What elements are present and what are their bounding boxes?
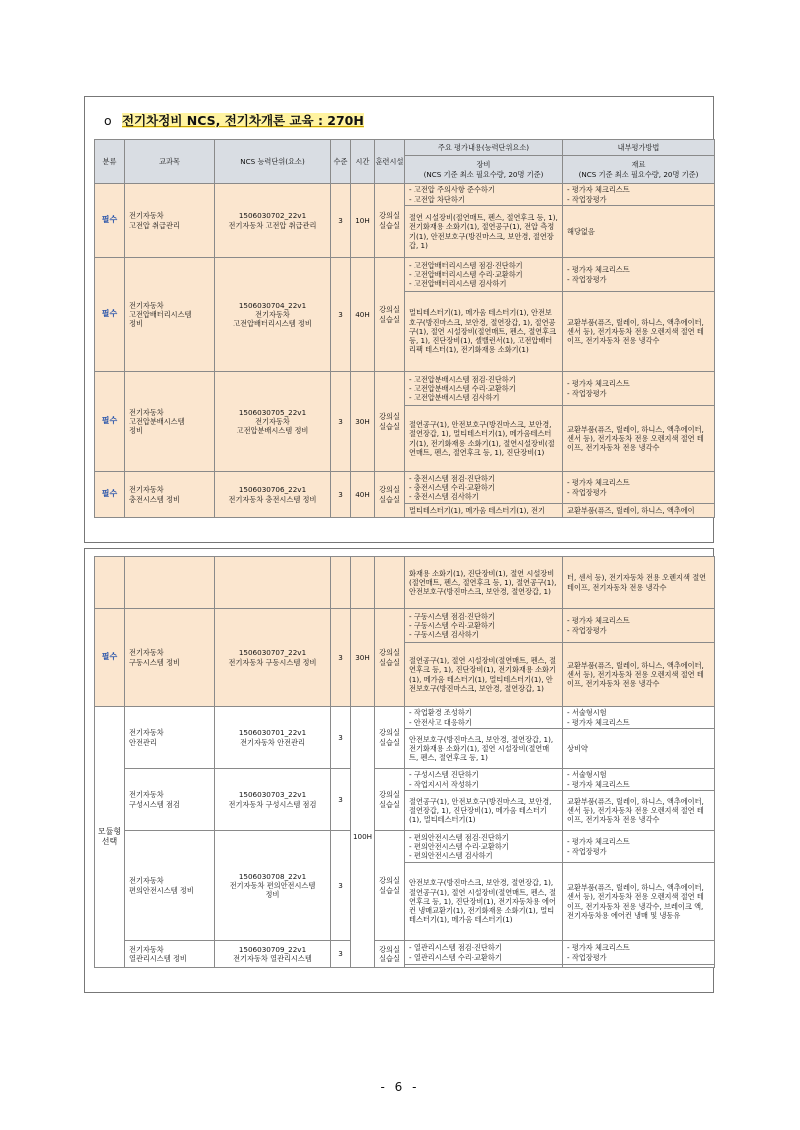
- row-level: [331, 557, 351, 609]
- section-heading: [104, 111, 364, 129]
- header-equipment-note: (NCS 기준 최소 필요수량, 20명 기준): [423, 169, 544, 179]
- row-subject: 전기자동차 충전시스템 정비: [125, 472, 215, 518]
- row-facility: 강의실 실습실: [375, 941, 405, 968]
- row-eval: [563, 372, 715, 406]
- header-level: 수준: [331, 140, 351, 184]
- element-item: - 편의안전시스템 검사하기: [409, 851, 493, 861]
- eval-item: - 평가자 체크리스트: [567, 616, 630, 626]
- eval-item: - 작업장평가: [567, 194, 607, 204]
- header-equipment: [405, 156, 563, 184]
- row-eval: [563, 769, 715, 791]
- header-equipment-label: 장비: [476, 160, 491, 170]
- row-facility: 강의실 실습실: [375, 707, 405, 769]
- eval-item: - 서술형시험: [567, 708, 607, 718]
- row-material: 터, 센서 등), 전기자동차 전용 오렌지색 절연 테이프, 전기자동차 전용 냉각수: [563, 557, 715, 609]
- element-item: - 충전시스템 점검·진단하기: [409, 473, 495, 483]
- element-item: - 충전시스템 검사하기: [409, 492, 479, 502]
- module-category: 모듈형 선택: [95, 707, 125, 968]
- table-row: [95, 831, 715, 863]
- row-hours: 40H: [351, 258, 375, 372]
- row-material: 교환부품(퓨즈, 릴레이, 하니스, 액추에이터, 센서 등), 전기자동차 전용 오렌지색 절연 테이프, 전기자동차 전용 냉각수: [563, 791, 715, 831]
- row-category: [95, 557, 125, 609]
- eval-item: - 작업장평가: [567, 388, 607, 398]
- row-unit: 1506030706_22v1 전기자동차 충전시스템 정비: [215, 472, 331, 518]
- row-equipment: 절연 시설장비(절연매트, 펜스, 절연후크 등, 1), 전기화재용 소화기(1), 절연공구(1), 전압 측정기(1), 안전보호구(방진마스크, 보안경, 절연장갑, 1): [405, 206, 563, 258]
- heading-title: 전기차정비 NCS, 전기차개론 교육 : 270H: [122, 113, 364, 128]
- element-item: - 고전압분배시스템 수리·교환하기: [409, 383, 516, 393]
- row-eval: [563, 831, 715, 863]
- element-item: - 고전압분배시스템 검사하기: [409, 393, 500, 403]
- row-unit: 1506030709_22v1 전기자동차 열관리시스템: [215, 941, 331, 968]
- eval-item: - 평가자 체크리스트: [567, 943, 630, 953]
- row-eval: [563, 609, 715, 643]
- row-subject: 전기자동차 안전관리: [125, 707, 215, 769]
- row-category: 필수: [95, 184, 125, 258]
- eval-item: - 작업장평가: [567, 487, 607, 497]
- row-elements: [405, 184, 563, 206]
- eval-item: - 평가자 체크리스트: [567, 837, 630, 847]
- row-equipment: 화재용 소화기(1), 진단장비(1), 절연 시설장비(절연매트, 펜스, 절연후크 등, 1), 절연공구(1), 안전보호구(방진마스크, 보안경, 절연장갑, 1): [405, 557, 563, 609]
- row-eval: [563, 184, 715, 206]
- element-item: - 고전압 주의사항 준수하기: [409, 185, 495, 195]
- heading-bullet: o: [104, 113, 112, 128]
- eval-item: - 평가자 체크리스트: [567, 265, 630, 275]
- row-unit: 1506030702_22v1 전기자동차 고전압 취급관리: [215, 184, 331, 258]
- eval-item: - 작업장평가: [567, 625, 607, 635]
- row-eval: [563, 258, 715, 292]
- row-facility: 강의실 실습실: [375, 472, 405, 518]
- row-material: 교환부품(퓨즈, 릴레이, 하니스, 액추에이터, 센서 등), 전기자동차 전용 오렌지색 절연 테이프, 전기자동차 전용 냉각수: [563, 292, 715, 372]
- header-unit: NCS 능력단위(요소): [215, 140, 331, 184]
- module-hours: 100H: [351, 707, 375, 968]
- row-elements: [405, 769, 563, 791]
- row-level: 3: [331, 707, 351, 769]
- curriculum-table-upper: [94, 139, 715, 518]
- row-elements: [405, 831, 563, 863]
- row-facility: 강의실 실습실: [375, 184, 405, 258]
- row-subject: 전기자동차 편의안전시스템 정비: [125, 831, 215, 941]
- row-material: 교환부품(퓨즈, 릴레이, 하니스, 액추에이터, 센서 등), 전기자동차 전용 오렌지색 절연 테이프, 전기자동차 전용 냉각수, 브레이크 액, 전기자동차용 에어컨 냉매 및 냉동유: [563, 863, 715, 941]
- table-row: [95, 258, 715, 292]
- row-material: 상비약: [563, 729, 715, 769]
- table-row: [95, 769, 715, 791]
- row-hours: 10H: [351, 184, 375, 258]
- row-hours: [351, 557, 375, 609]
- row-material: 교환부품(퓨즈, 릴레이, 하니스, 액추에이터, 센서 등), 전기자동차 전용 오렌지색 절연 테이프, 전기자동차 전용 냉각수: [563, 406, 715, 472]
- row-subject: 전기자동차 고전압분배시스템 정비: [125, 372, 215, 472]
- header-facility: 훈련시설: [375, 140, 405, 184]
- header-material: [563, 156, 715, 184]
- element-item: - 구동시스템 검사하기: [409, 630, 479, 640]
- table-row: [95, 557, 715, 609]
- element-item: - 구성시스템 진단하기: [409, 770, 479, 780]
- row-unit: 1506030705_22v1 전기자동차 고전압분배시스템 정비: [215, 372, 331, 472]
- row-level: 3: [331, 372, 351, 472]
- row-facility: [375, 557, 405, 609]
- row-subject: 전기자동차 구성시스템 점검: [125, 769, 215, 831]
- row-category: 필수: [95, 472, 125, 518]
- element-item: - 구동시스템 수리·교환하기: [409, 620, 495, 630]
- row-subject: 전기자동차 구동시스템 정비: [125, 609, 215, 707]
- row-facility: 강의실 실습실: [375, 831, 405, 941]
- row-eval: [563, 941, 715, 965]
- row-level: 3: [331, 941, 351, 968]
- row-unit: 1506030708_22v1 전기자동차 편의안전시스템 정비: [215, 831, 331, 941]
- header-material-note: (NCS 기준 최소 필요수량, 20명 기준): [578, 169, 699, 179]
- row-level: 3: [331, 472, 351, 518]
- row-facility: 강의실 실습실: [375, 769, 405, 831]
- row-facility: 강의실 실습실: [375, 372, 405, 472]
- element-item: - 편의안전시스템 수리·교환하기: [409, 841, 509, 851]
- element-item: - 고전압배터리시스템 검사하기: [409, 279, 507, 289]
- table-row: [95, 941, 715, 965]
- element-item: - 고전압배터리시스템 수리·교환하기: [409, 269, 523, 279]
- row-equipment: 멀티테스터기(1), 메가옴 테스터기(1), 안전보호구(방진마스크, 보안경, 절연장갑, 1), 절연공구(1), 절연 시설장비(절연매트, 펜스, 절연후크 등, 1), 진단장비(1), 셀밸런서(1), 고전압배터리팩 테스터(1), 전기화재용 소화기(1): [405, 292, 563, 372]
- element-item: - 고전압분배시스템 점검·진단하기: [409, 374, 516, 384]
- row-category: 필수: [95, 372, 125, 472]
- table-row: [95, 472, 715, 504]
- header-material-label: 재료: [631, 160, 646, 170]
- element-item: - 충전시스템 수리·교환하기: [409, 482, 495, 492]
- element-item: - 고전압배터리시스템 점검·진단하기: [409, 260, 523, 270]
- eval-item: - 작업장평가: [567, 846, 607, 856]
- row-level: 3: [331, 184, 351, 258]
- row-unit: [215, 557, 331, 609]
- element-item: - 안전사고 대응하기: [409, 717, 472, 727]
- row-equipment: [405, 965, 563, 968]
- row-eval: [563, 472, 715, 504]
- eval-item: - 평가자 체크리스트: [567, 478, 630, 488]
- row-category: 필수: [95, 609, 125, 707]
- row-facility: 강의실 실습실: [375, 258, 405, 372]
- row-category: 필수: [95, 258, 125, 372]
- eval-item: - 작업장평가: [567, 274, 607, 284]
- header-internal-eval: 내부평가방법: [563, 140, 715, 156]
- row-level: 3: [331, 769, 351, 831]
- eval-item: - 서술형시험: [567, 770, 607, 780]
- row-elements: [405, 472, 563, 504]
- row-level: 3: [331, 831, 351, 941]
- row-equipment: 절연공구(1), 안전보호구(방진마스크, 보안경, 절연장갑, 1), 진단장비(1), 메가옴 테스터기(1), 멀티테스터기(1): [405, 791, 563, 831]
- table-row: [95, 707, 715, 729]
- element-item: - 편의안전시스템 점검·진단하기: [409, 832, 509, 842]
- row-equipment: 안전보호구(방진마스크, 보안경, 절연장갑, 1), 절연공구(1), 절연 시설장비(절연매트, 펜스, 절연후크 등, 1), 진단장비(1), 전기자동차용 에어컨 냉매교환기(1), 전기화재용 소화기(1), 멀티테스터기(1), 메가옴 테스터기(1): [405, 863, 563, 941]
- row-unit: 1506030704_22v1 전기자동차 고전압배터리시스템 정비: [215, 258, 331, 372]
- row-equipment: 멀티테스터기(1), 메가옴 테스터기(1), 전기: [405, 504, 563, 518]
- row-level: 3: [331, 258, 351, 372]
- header-category: 분류: [95, 140, 125, 184]
- element-item: - 고전압 차단하기: [409, 194, 465, 204]
- eval-item: - 평가자 체크리스트: [567, 185, 630, 195]
- row-unit: 1506030703_22v1 전기자동차 구성시스템 점검: [215, 769, 331, 831]
- eval-item: - 평가자 체크리스트: [567, 379, 630, 389]
- row-subject: [125, 557, 215, 609]
- row-material: [563, 965, 715, 968]
- row-equipment: 안전보호구(방진마스크, 보안경, 절연장갑, 1), 전기화재용 소화기(1), 절연 시설장비(절연매트, 펜스, 절연후크 등, 1): [405, 729, 563, 769]
- element-item: - 구동시스템 점검·진단하기: [409, 611, 495, 621]
- row-elements: [405, 941, 563, 965]
- eval-item: - 작업장평가: [567, 952, 607, 962]
- row-subject: 전기자동차 고전압 취급관리: [125, 184, 215, 258]
- row-hours: 30H: [351, 372, 375, 472]
- element-item: - 작업환경 조성하기: [409, 708, 472, 718]
- row-hours: 40H: [351, 472, 375, 518]
- row-subject: 전기자동차 열관리시스템 정비: [125, 941, 215, 968]
- row-elements: [405, 372, 563, 406]
- element-item: - 열관리시스템 수리·교환하기: [409, 952, 502, 962]
- row-elements: [405, 258, 563, 292]
- row-hours: 30H: [351, 609, 375, 707]
- eval-item: - 평가자 체크리스트: [567, 717, 630, 727]
- row-material: 교환부품(퓨즈, 릴레이, 하니스, 액추에이: [563, 504, 715, 518]
- header-main-eval: 주요 평가내용(능력단위요소): [405, 140, 563, 156]
- row-subject: 전기자동차 고전압배터리시스템 정비: [125, 258, 215, 372]
- row-material: 해당없음: [563, 206, 715, 258]
- row-eval: [563, 707, 715, 729]
- row-unit: 1506030707_22v1 전기자동차 구동시스템 정비: [215, 609, 331, 707]
- table-row: [95, 184, 715, 206]
- row-unit: 1506030701_22v1 전기자동차 안전관리: [215, 707, 331, 769]
- row-elements: [405, 609, 563, 643]
- row-material: 교환부품(퓨즈, 릴레이, 하니스, 액추에이터, 센서 등), 전기자동차 전용 오렌지색 절연 테이프, 전기자동차 전용 냉각수: [563, 643, 715, 707]
- row-facility: 강의실 실습실: [375, 609, 405, 707]
- curriculum-table-lower: [94, 556, 715, 968]
- eval-item: - 평가자 체크리스트: [567, 779, 630, 789]
- element-item: - 작업지시서 작성하기: [409, 779, 479, 789]
- table-row: [95, 609, 715, 643]
- header-subject: 교과목: [125, 140, 215, 184]
- row-elements: [405, 707, 563, 729]
- header-hours: 시간: [351, 140, 375, 184]
- element-item: - 열관리시스템 점검·진단하기: [409, 943, 502, 953]
- table-row: [95, 372, 715, 406]
- row-equipment: 절연공구(1), 안전보호구(방진마스크, 보안경, 절연장갑, 1), 멀티테스터기(1), 메가옴테스터기(1), 전기화재용 소화기(1), 절연시설장비(절연매트, 펜스, 절연후크 등, 1), 진단장비(1): [405, 406, 563, 472]
- row-level: 3: [331, 609, 351, 707]
- page-number: - 6 -: [380, 1080, 420, 1094]
- row-equipment: 절연공구(1), 절연 시설장비(절연매트, 펜스, 절연후크 등, 1), 진단장비(1), 전기화재용 소화기(1), 메가옴 테스터기(1), 멀티테스터기(1), 안전보호구(방진마스크, 보안경, 절연장갑, 1): [405, 643, 563, 707]
